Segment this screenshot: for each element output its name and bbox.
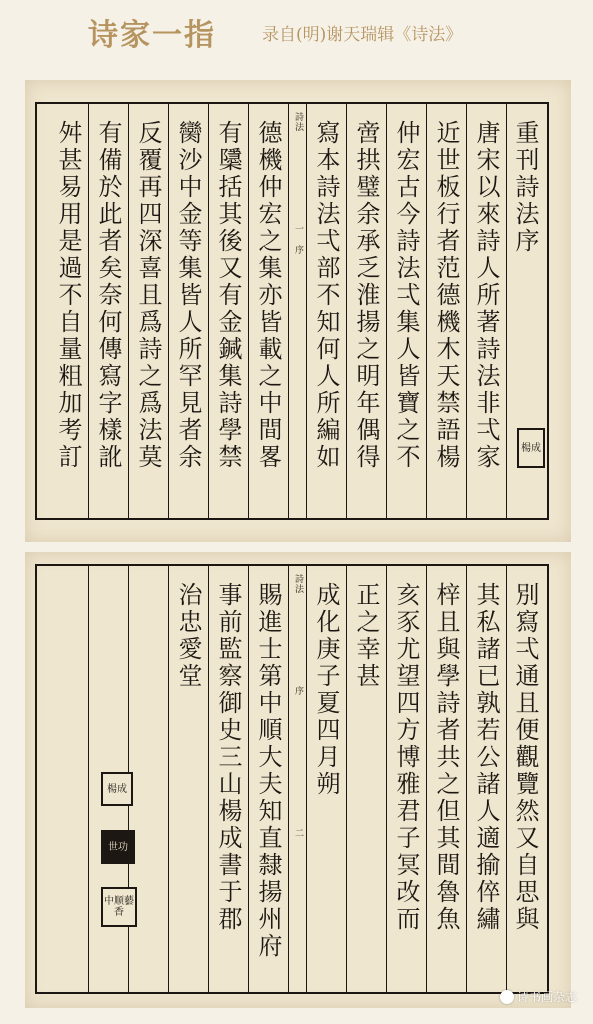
text-column: 正之幸甚: [352, 582, 380, 690]
seal-stamp: [101, 830, 135, 864]
text-column: 重刊詩法序: [511, 120, 539, 255]
text-column: 反覆再四深喜且爲詩之爲法莫: [134, 120, 162, 471]
text-column: 寫本詩法弌部不知何人所編如: [312, 120, 340, 471]
text-column: 仲宏古今詩法弌集人皆寶之不: [392, 120, 420, 471]
text-column: 賜進士第中順大夫知直隸揚州府: [254, 582, 282, 960]
page-frame-top: [35, 102, 549, 520]
seal-stamp: [101, 772, 133, 806]
gutter-section: 序: [293, 245, 303, 255]
text-column: 亥豕尤望四方博雅君子冥改而: [392, 582, 420, 933]
text-column: 治忠愛堂: [174, 582, 202, 690]
text-column: 近世板行者范德機木天禁語楊: [432, 120, 460, 471]
gutter-section: 序: [293, 686, 303, 696]
text-column: 唐宋以來詩人所著詩法非弌家: [472, 120, 500, 471]
text-column: 舛甚易用是過不自量粗加考訂: [54, 120, 82, 471]
seal-text: 楊成: [107, 783, 127, 795]
gutter-label: 詩法: [293, 574, 303, 594]
text-column: 成化庚子夏四月朔: [312, 582, 340, 798]
page-gutter-bottom: [290, 566, 306, 992]
text-column: 事前監察御史三山楊成書于郡: [214, 582, 242, 933]
seal-stamp: [101, 887, 137, 927]
text-column: 臠沙中金等集皆人所罕見者余: [174, 120, 202, 471]
gutter-page-number: 二: [293, 828, 303, 838]
text-column: 有備於此者矣奈何傳寫字樣訛: [94, 120, 122, 471]
page-gutter-top: [290, 104, 306, 518]
text-column: 德機仲宏之集亦皆載之中間畧: [254, 120, 282, 471]
book-page-top: [25, 80, 571, 542]
book-page-bottom: [25, 552, 571, 1008]
seal-text: 中顺藝香: [104, 896, 134, 918]
text-column: 啻拱璧余承乏淮揚之明年偶得: [352, 120, 380, 471]
watermark-text: 诗书画杂志: [517, 990, 578, 1004]
page-header: [0, 0, 593, 60]
text-column: 梓且與學詩者共之但其間魯魚: [432, 582, 460, 933]
seal-text: 楊成: [521, 442, 541, 454]
gutter-label: 詩法: [293, 112, 303, 132]
seal-stamp: [517, 428, 545, 468]
text-column: 別寫弌通且便觀覽然又自思與: [511, 582, 539, 933]
page-subtitle: 录自(明)谢天瑞辑《诗法》: [262, 25, 463, 45]
gutter-page-number: 一: [293, 224, 303, 234]
page-title: 诗家一指: [88, 18, 216, 53]
wechat-icon: [500, 990, 514, 1004]
text-column: 其私諸已孰若公諸人適揄倅繡: [472, 582, 500, 933]
text-column: 有櫽括其後又有金鍼集詩學禁: [214, 120, 242, 471]
seal-text: 世功: [108, 841, 128, 853]
watermark: [500, 988, 577, 1005]
